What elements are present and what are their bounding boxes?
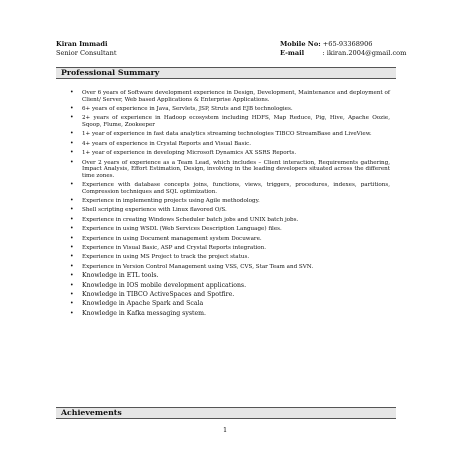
professional-summary-bar — [56, 67, 396, 79]
candidate-role: Senior Consultant — [56, 49, 117, 57]
summary-item: • 1+ year of experience in fast data analytics streaming technologies TIBCO StreamBase and LiveView. — [70, 131, 390, 138]
summary-item: • Over 2 years of experience as a Team Lead, which includes – Client interaction, Requirements gathering, Impact Analysis, Effort Estimation, Design, involving in the leading developers situated across the different time zones. — [70, 160, 390, 180]
mobile-value: +65-93368906 — [322, 40, 373, 48]
summary-item: • Shell scripting experience with Linux flavored O/S. — [70, 207, 390, 214]
summary-item: • Experience in implementing projects using Agile methodology. — [70, 198, 390, 205]
summary-item: • Knowledge in IOS mobile development applications. — [70, 283, 390, 290]
summary-item: • Experience in using WSDL (Web Services Description Language) files. — [70, 226, 390, 233]
candidate-name: Kiran Immadi — [56, 40, 108, 48]
email-value: ikiran.2004@gmail.com — [326, 49, 407, 57]
achievements-bar — [56, 407, 396, 419]
email-separator: : — [322, 49, 325, 57]
summary-item: • 6+ years of experience in Java, Servlets, JSP, Struts and EJB technologies. — [70, 106, 390, 113]
summary-list — [70, 90, 390, 320]
summary-item: • 4+ years of experience in Crystal Reports and Visual Basic. — [70, 141, 390, 148]
summary-item: • Experience in creating Windows Scheduler batch jobs and UNIX batch jobs. — [70, 217, 390, 224]
summary-item: • 1+ year of experience in developing Microsoft Dynamics AX SSRS Reports. — [70, 150, 390, 157]
summary-item: • Experience with database concepts joins, functions, views, triggers, procedures, indexes, partitions, Compression techniques and SQL optimization. — [70, 182, 390, 195]
summary-item: • Over 6 years of Software development experience in Design, Development, Maintenance and deployment of Client/ Server, Web based Applications & Enterprise Applications. — [70, 90, 390, 103]
professional-summary-heading: Professional Summary — [61, 68, 160, 77]
email-line — [280, 49, 406, 58]
summary-item: • 2+ years of experience in Hadoop ecosystem including HDFS, Map Reduce, Pig, Hive, Apache Oozie, Sqoop, Flume, Zookeeper — [70, 115, 390, 128]
summary-item: • Experience in using Document management system Docuware. — [70, 236, 390, 243]
summary-item: • Knowledge in Kafka messaging system. — [70, 311, 390, 318]
mobile-line — [280, 40, 373, 49]
summary-item: • Experience in Visual Basic, ASP and Crystal Reports integration. — [70, 245, 390, 252]
achievements-heading: Achievements — [61, 408, 122, 417]
summary-item: • Experience in Version Control Management using VSS, CVS, Star Team and SVN. — [70, 264, 390, 271]
summary-item: • Knowledge in TIBCO ActiveSpaces and Spotfire. — [70, 292, 390, 299]
page-number: 1 — [223, 426, 228, 434]
summary-item: • Knowledge in Apache Spark and Scala — [70, 301, 390, 308]
summary-item: • Experience in using MS Project to track the project status. — [70, 254, 390, 261]
email-label: E-mail — [280, 49, 305, 57]
mobile-label: Mobile No: — [280, 40, 321, 48]
summary-item: • Knowledge in ETL tools. — [70, 273, 390, 280]
